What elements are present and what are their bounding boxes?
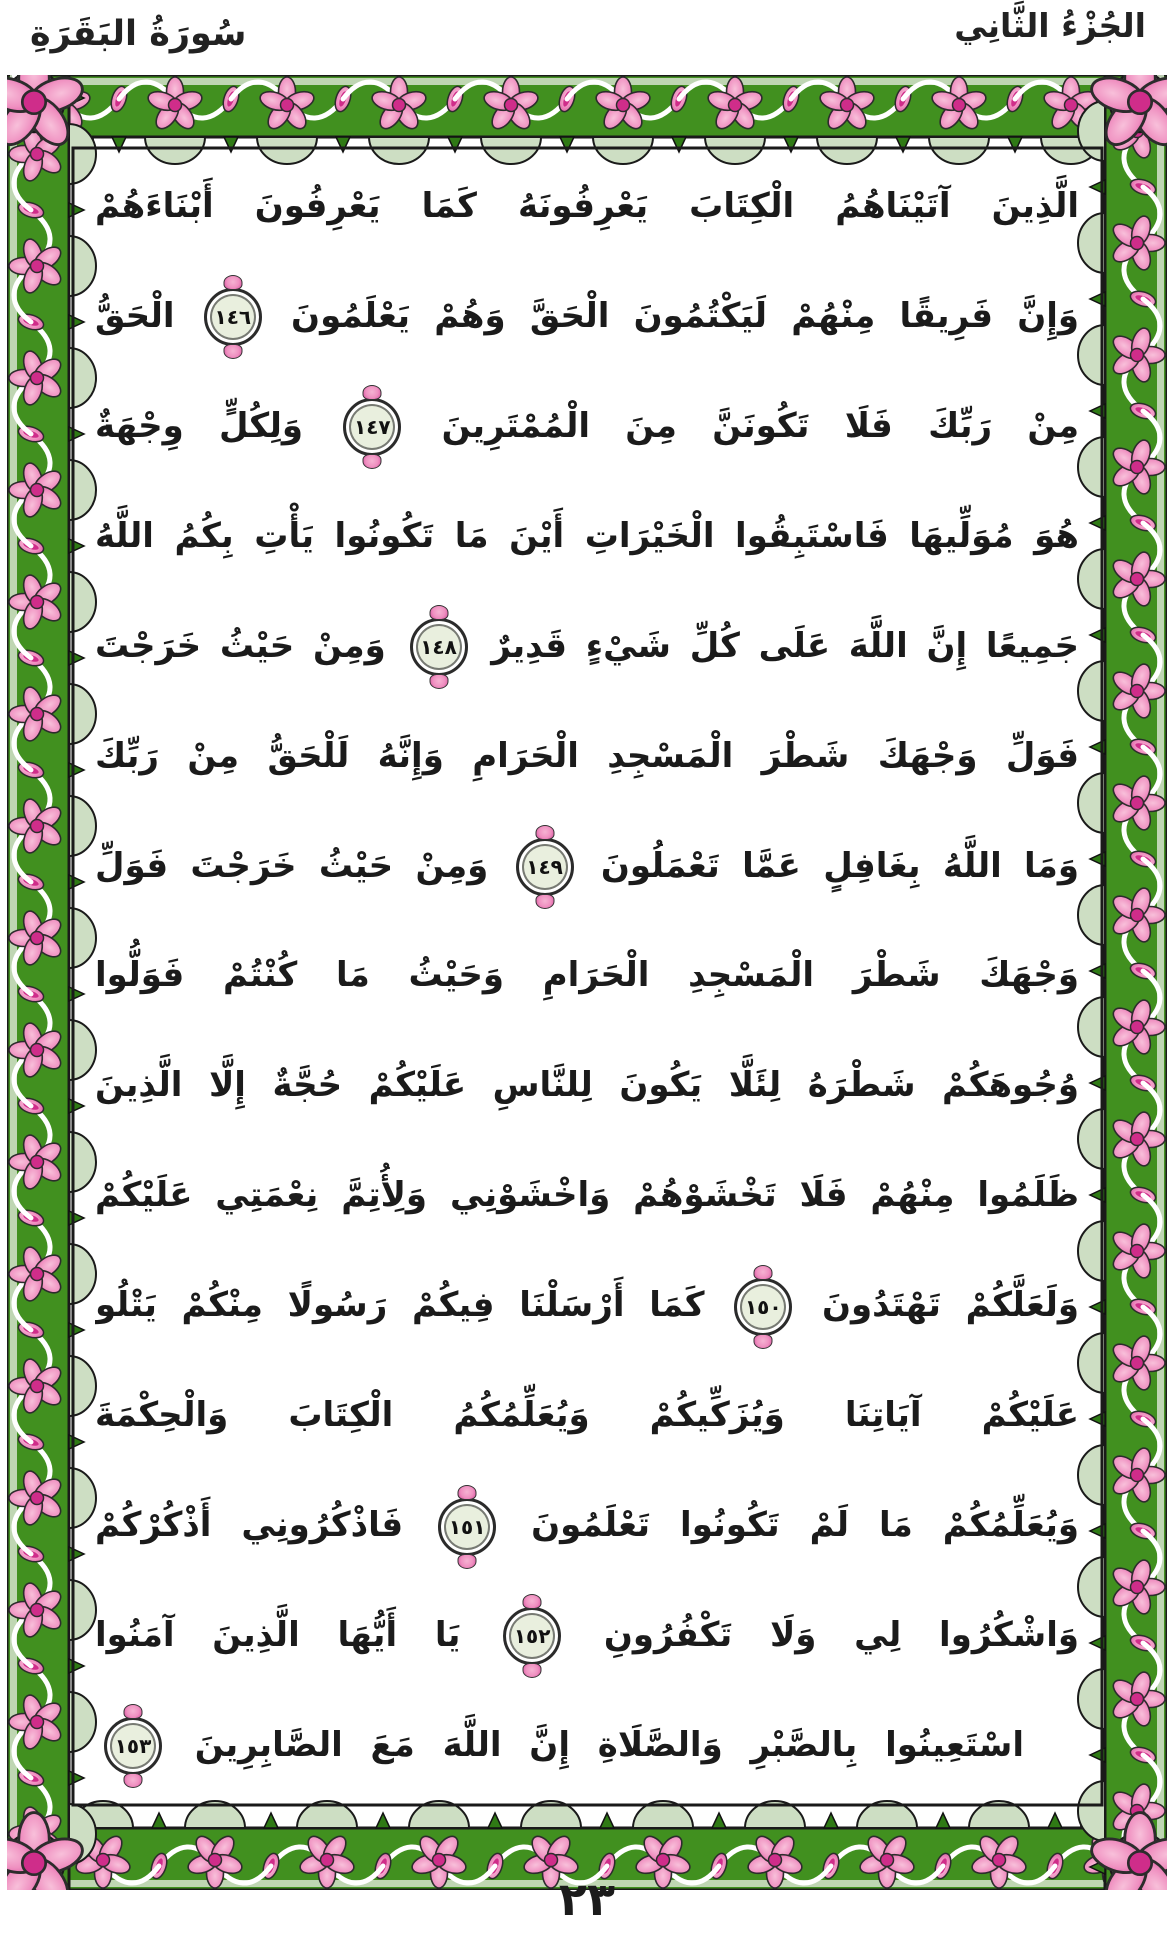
border-strip — [7, 75, 1167, 164]
ayah-text: وَمِنْ حَيْثُ خَرَجْتَ — [95, 625, 386, 666]
ayah-text: اسْتَعِينُوا بِالصَّبْرِ وَالصَّلَاةِ إِنَّ اللَّهَ مَعَ الصَّابِرِينَ — [194, 1724, 1024, 1765]
border-strip — [7, 75, 96, 1890]
verse-number: ١٤٦ — [214, 305, 252, 330]
verse-number: ١٥٠ — [744, 1294, 782, 1319]
quran-line — [95, 1034, 1079, 1137]
quran-text-area — [95, 155, 1079, 1797]
quran-line — [95, 595, 1079, 698]
verse-marker — [734, 1278, 792, 1336]
ayah-text: هُوَ مُوَلِّيهَا فَاسْتَبِقُوا الْخَيْرَاتِ أَيْنَ مَا تَكُونُوا يَأْتِ بِكُمُ اللَّهُ — [95, 515, 1079, 556]
ayah-text: فَوَلِّ وَجْهَكَ شَطْرَ الْمَسْجِدِ الْحَرَامِ وَإِنَّهُ لَلْحَقُّ مِنْ رَبِّكَ — [95, 735, 1079, 776]
ayah-text: فَاذْكُرُونِي أَذْكُرْكُمْ — [95, 1505, 404, 1546]
page-number: ٢٣ — [558, 1872, 616, 1926]
verse-number: ١٥٢ — [513, 1624, 551, 1649]
quran-line — [95, 924, 1079, 1027]
ayah-text: كَمَا أَرْسَلْنَا فِيكُمْ رَسُولًا مِنْكُمْ يَتْلُو — [95, 1285, 705, 1326]
verse-marker — [204, 288, 262, 346]
verse-number: ١٥٣ — [114, 1734, 152, 1759]
ayah-text: يَا أَيُّهَا الَّذِينَ آمَنُوا — [95, 1614, 461, 1655]
verse-marker — [516, 838, 574, 896]
juz-title: الجُزْءُ الثَّانِي — [954, 6, 1146, 45]
ayah-text: وَلَعَلَّكُمْ تَهْتَدُونَ — [821, 1285, 1079, 1326]
verse-number: ١٤٧ — [354, 415, 391, 440]
ayah-text: الْحَقُّ — [95, 295, 175, 336]
verse-number: ١٥١ — [448, 1514, 486, 1539]
ayah-text: مِنْ رَبِّكَ فَلَا تَكُونَنَّ مِنَ الْمُمْتَرِينَ — [441, 405, 1079, 446]
ayah-text: وَاشْكُرُوا لِي وَلَا تَكْفُرُونِ — [603, 1614, 1079, 1655]
verse-number: ١٤٨ — [420, 635, 457, 660]
verse-marker — [104, 1717, 162, 1775]
quran-line — [95, 815, 1079, 918]
ayah-text: وَلِكُلٍّ وِجْهَةٌ — [95, 405, 304, 446]
quran-line — [95, 155, 1079, 258]
quran-line — [95, 375, 1079, 478]
quran-line — [95, 485, 1079, 588]
ayah-text: وُجُوهَكُمْ شَطْرَهُ لِئَلَّا يَكُونَ لِلنَّاسِ عَلَيْكُمْ حُجَّةٌ إِلَّا الَّذِينَ — [95, 1065, 1079, 1106]
ayah-text: الَّذِينَ آتَيْنَاهُمُ الْكِتَابَ يَعْرِفُونَهُ كَمَا يَعْرِفُونَ أَبْنَاءَهُمْ — [95, 186, 1079, 226]
surah-title: سُورَةُ البَقَرَةِ — [30, 14, 247, 54]
verse-number: ١٤٩ — [526, 855, 563, 880]
quran-line — [95, 265, 1079, 368]
quran-line — [95, 705, 1079, 808]
ayah-text: جَمِيعًا إِنَّ اللَّهَ عَلَى كُلِّ شَيْءٍ قَدِيرٌ — [491, 625, 1079, 666]
ayah-text: عَلَيْكُمْ آيَاتِنَا وَيُزَكِّيكُمْ وَيُعَلِّمُكُمُ الْكِتَابَ وَالْحِكْمَةَ — [95, 1395, 1079, 1436]
ayah-text: وَجْهَكَ شَطْرَ الْمَسْجِدِ الْحَرَامِ وَحَيْثُ مَا كُنْتُمْ فَوَلُّوا — [95, 955, 1079, 996]
border-strip — [1078, 75, 1167, 1890]
quran-line — [95, 1694, 1079, 1797]
verse-marker — [503, 1607, 561, 1665]
ayah-text: ظَلَمُوا مِنْهُمْ فَلَا تَخْشَوْهُمْ وَاخْشَوْنِي وَلِأُتِمَّ نِعْمَتِي عَلَيْكُمْ — [95, 1175, 1079, 1216]
ayah-text: وَإِنَّ فَرِيقًا مِنْهُمْ لَيَكْتُمُونَ الْحَقَّ وَهُمْ يَعْلَمُونَ — [291, 295, 1079, 336]
quran-line — [95, 1144, 1079, 1247]
quran-line — [95, 1474, 1079, 1577]
verse-marker — [410, 618, 468, 676]
quran-line — [95, 1254, 1079, 1357]
ayah-text: وَمَا اللَّهُ بِغَافِلٍ عَمَّا تَعْمَلُونَ — [600, 845, 1079, 886]
verse-marker — [438, 1498, 496, 1556]
ayah-text: وَيُعَلِّمُكُمْ مَا لَمْ تَكُونُوا تَعْلَمُونَ — [531, 1505, 1079, 1546]
ayah-text: وَمِنْ حَيْثُ خَرَجْتَ فَوَلِّ — [95, 845, 489, 886]
verse-marker — [343, 398, 401, 456]
quran-line — [95, 1584, 1079, 1687]
quran-line — [95, 1364, 1079, 1467]
